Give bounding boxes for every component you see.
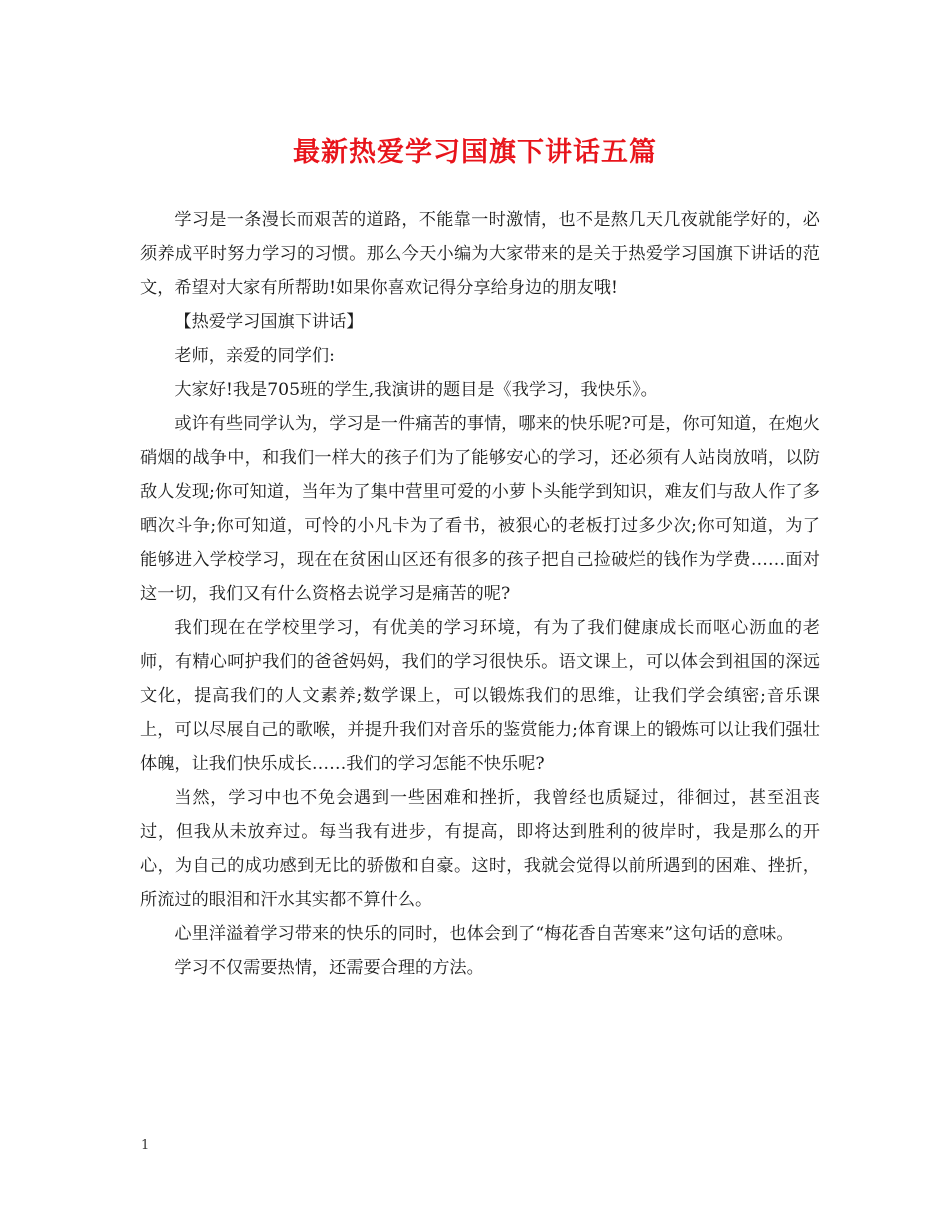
page-number: 1 [141,1138,150,1153]
paragraph-body-1: 或许有些同学认为，学习是一件痛苦的事情，哪来的快乐呢?可是，你可知道，在炮火硝烟的战争中，和我们一样大的孩子们为了能够安心的学习，还必须有人站岗放哨，以防敌人发现;你可知道，当年为了集中营里可爱的小萝卜头能学到知识，难友们与敌人作了多晒次斗争;你可知道，可怜的小凡卡为了看书，被狠心的老板打过多少次;你可知道，为了能够进入学校学习，现在在贫困山区还有很多的孩子把自己捡破烂的钱作为学费……面对这一切，我们又有什么资格去说学习是痛苦的呢? [140,414,820,604]
document-body [140,203,820,985]
paragraph-salutation: 老师，亲爱的同学们: [174,346,335,366]
paragraph-body-4: 心里洋溢着学习带来的快乐的同时，也体会到了“梅花香自苦寒来”这句话的意味。 [174,924,794,944]
paragraph-intro: 学习是一条漫长而艰苦的道路，不能靠一时激情，也不是熬几天几夜就能学好的，必须养成平时努力学习的习惯。那么今天小编为大家带来的是关于热爱学习国旗下讲话的范文，希望对大家有所帮助!如果你喜欢记得分享给身边的朋友哦! [140,210,820,298]
paragraph-body-2: 我们现在在学校里学习，有优美的学习环境，有为了我们健康成长而呕心沥血的老师，有精心呵护我们的爸爸妈妈，我们的学习很快乐。语文课上，可以体会到祖国的深远文化，提高我们的人文素养;数学课上，可以锻炼我们的思维，让我们学会缜密;音乐课上，可以尽展自己的歌喉，并提升我们对音乐的鉴赏能力;体育课上的锻炼可以让我们强壮体魄，让我们快乐成长……我们的学习怎能不快乐呢? [140,618,820,774]
document-title: 最新热爱学习国旗下讲话五篇 [293,137,657,168]
paragraph-body-5: 学习不仅需要热情，还需要合理的方法。 [174,958,484,978]
paragraph-greeting: 大家好!我是705班的学生,我演讲的题目是《我学习，我快乐》。 [174,380,658,400]
paragraph-body-3: 当然，学习中也不免会遇到一些困难和挫折，我曾经也质疑过，徘徊过，甚至沮丧过，但我从未放弃过。每当我有进步，有提高，即将达到胜利的彼岸时，我是那么的开心，为自己的成功感到无比的骄傲和自豪。这时，我就会觉得以前所遇到的困难、挫折，所流过的眼泪和汗水其实都不算什么。 [140,788,820,910]
paragraph-section-heading: 【热爱学习国旗下讲话】 [174,312,364,332]
